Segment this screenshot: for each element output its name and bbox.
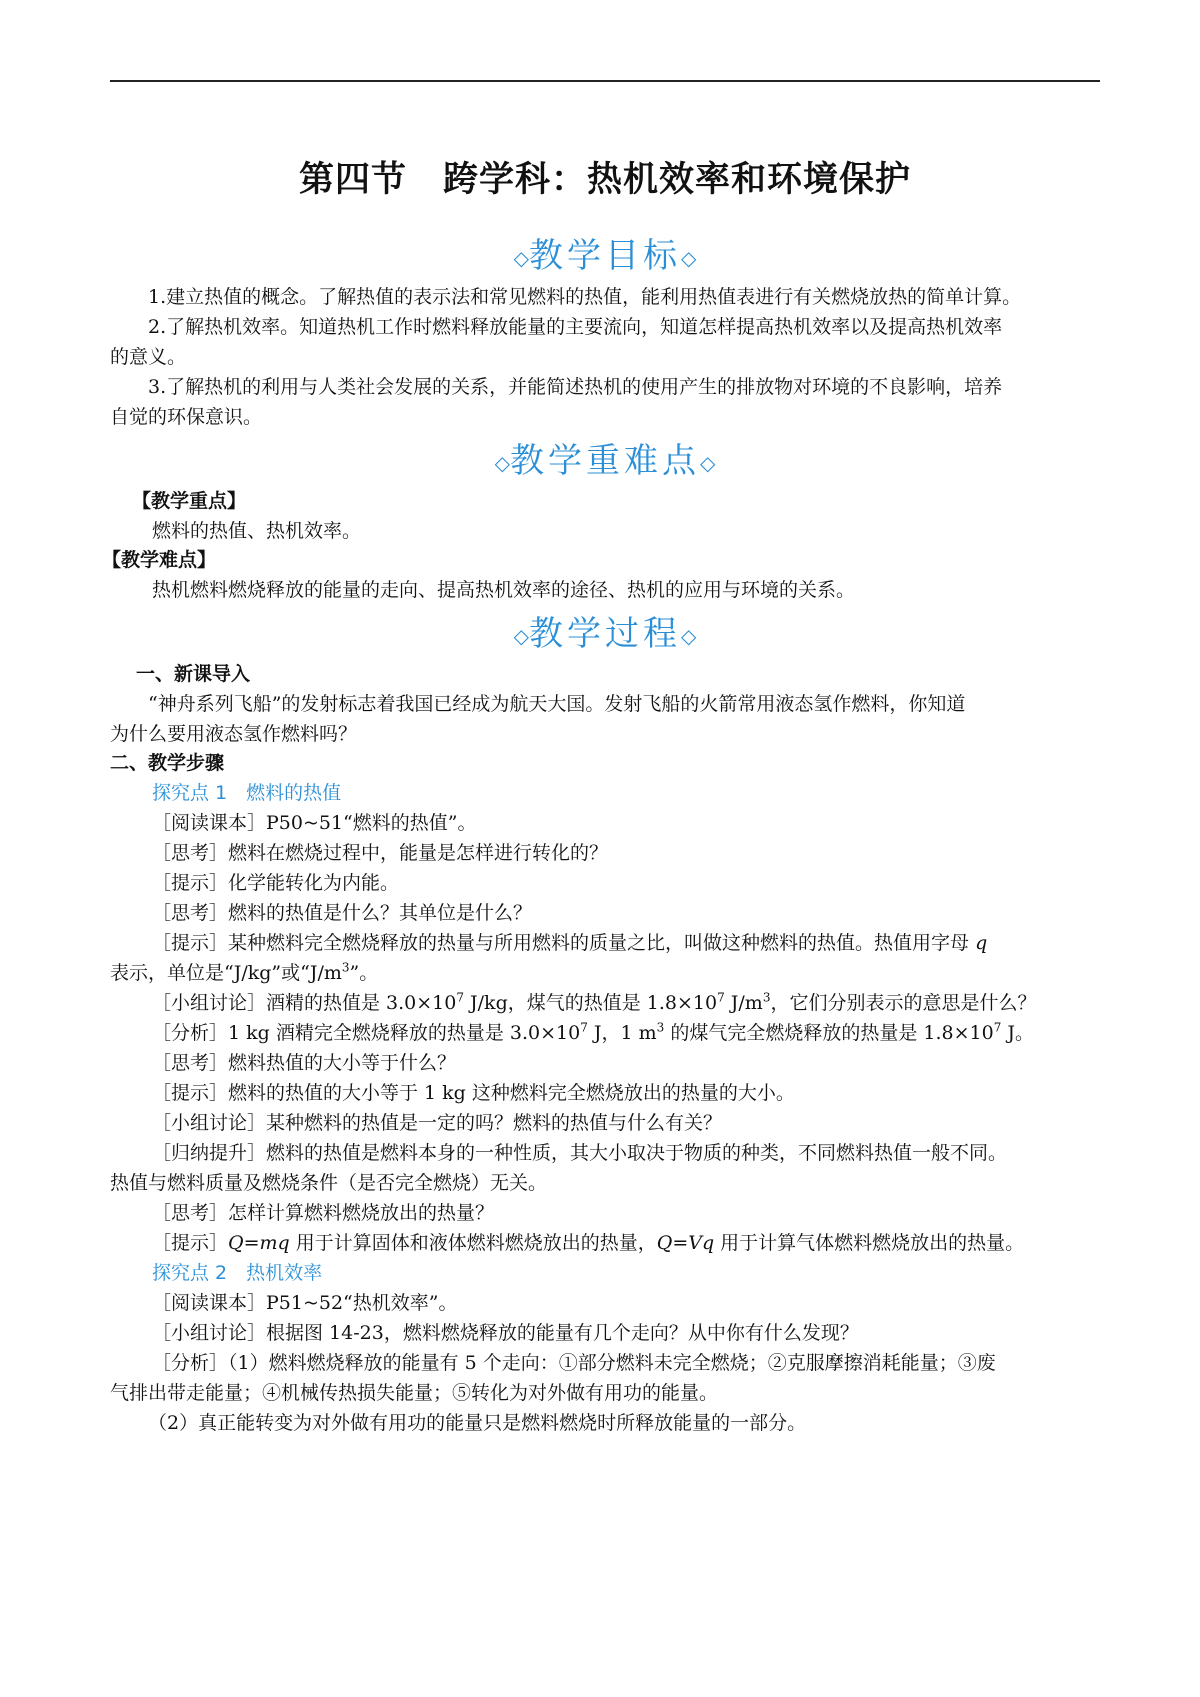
goal-3: 3.了解热机的利用与人类社会发展的关系，并能简述热机的使用产生的排放物对环境的不良影响，培养: [148, 376, 1003, 398]
hint-2-text: ［提示］某种燃料完全燃烧释放的热量与所用燃料的质量之比，叫做这种燃料的热值。热值用字母: [152, 932, 970, 954]
diamond-icon: ◇: [513, 624, 529, 648]
document-page: [102, 0, 1100, 1697]
text-span: J。: [1001, 1022, 1035, 1044]
superscript: 3: [341, 960, 350, 975]
text-span: 的煤气完全燃烧释放的热量是 1.8×10: [664, 1022, 994, 1044]
intro-text-cont: 为什么要用液态氢作燃料吗？: [110, 723, 358, 745]
think-4: ［思考］怎样计算燃料燃烧放出的热量？: [152, 1202, 495, 1224]
text-span: ”。: [349, 962, 379, 984]
superscript: 7: [580, 1020, 588, 1035]
analysis-2: ［分析］（1）燃料燃烧释放的能量有 5 个走向：①部分燃料未完全燃烧；②克服摩擦消耗能量；③废: [152, 1352, 996, 1374]
focus-label: 【教学重点】: [132, 490, 247, 512]
inquiry-point-1-title: 探究点 1 燃料的热值: [152, 782, 342, 804]
header-rule: [110, 80, 1100, 82]
superscript: 7: [456, 990, 464, 1005]
goal-2-cont: 的意义。: [110, 346, 187, 368]
group-discussion-3: ［小组讨论］根据图 14-23，燃料燃烧释放的能量有几个走向？从中你有什么发现？: [152, 1322, 859, 1344]
superscript: 3: [762, 990, 771, 1005]
analysis-2-cont: 气排出带走能量；④机械传热损失能量；⑤转化为对外做有用功的能量。: [110, 1382, 719, 1404]
diamond-icon: ◇: [513, 246, 529, 270]
inquiry-point-2-title: 探究点 2 热机效率: [152, 1262, 323, 1284]
hint-1: ［提示］化学能转化为内能。: [152, 872, 400, 894]
text-span: ［小组讨论］酒精的热值是 3.0×10: [152, 992, 457, 1014]
analysis-1: [110, 1018, 1142, 1048]
read-textbook-1: ［阅读课本］P50~51“燃料的热值”。: [152, 812, 477, 834]
text-span: ，它们分别表示的意思是什么？: [770, 992, 1037, 1014]
hint-3: ［提示］燃料的热值的大小等于 1 kg 这种燃料完全燃烧放出的热量的大小。: [152, 1082, 795, 1104]
section-heading-keypoints: [110, 433, 1100, 482]
diamond-icon: ◇: [494, 451, 510, 475]
text-span: 用于计算固体和液体燃料燃烧放出的热量，: [289, 1232, 657, 1254]
text-span: J/m: [724, 992, 763, 1014]
section-heading-process: [110, 606, 1100, 655]
formula-q-vq: Q=Vq: [656, 1232, 715, 1254]
think-3: ［思考］燃料热值的大小等于什么？: [152, 1052, 457, 1074]
analysis-2-point-2: （2）真正能转变为对外做有用功的能量只是燃料燃烧时所释放能量的一部分。: [148, 1412, 807, 1434]
read-textbook-2: ［阅读课本］P51~52“热机效率”。: [152, 1292, 458, 1314]
text-span: ［分析］1 kg 酒精完全燃烧释放的热量是 3.0×10: [152, 1022, 581, 1044]
superscript: 3: [656, 1020, 665, 1035]
goal-1: 1.建立热值的概念。了解热值的表示法和常见燃料的热值，能利用热值表进行有关燃烧放热的简单计算。: [148, 286, 1022, 308]
diamond-icon: ◇: [681, 624, 697, 648]
diamond-icon: ◇: [700, 451, 716, 475]
text-span: J/kg，煤气的热值是 1.8×10: [464, 992, 718, 1014]
superscript: 7: [993, 1020, 1002, 1035]
symbol-q: q: [975, 932, 988, 954]
difficulty-label: 【教学难点】: [102, 549, 217, 571]
section-heading-goals: [110, 228, 1100, 277]
think-1: ［思考］燃料在燃烧过程中，能量是怎样进行转化的？: [152, 842, 609, 864]
difficulty-text: 热机燃料燃烧释放的能量的走向、提高热机效率的途径、热机的应用与环境的关系。: [152, 579, 856, 601]
heading-new-lesson: 一、新课导入: [136, 663, 251, 685]
heading-steps: 二、教学步骤: [110, 752, 225, 774]
diamond-icon: ◇: [681, 246, 697, 270]
summary-1-cont: 热值与燃料质量及燃烧条件（是否完全燃烧）无关。: [110, 1172, 548, 1194]
focus-text: 燃料的热值、热机效率。: [152, 520, 362, 542]
text-span: 用于计算气体燃料燃烧放出的热量。: [714, 1232, 1025, 1254]
superscript: 7: [717, 990, 725, 1005]
goal-2: 2.了解热机效率。知道热机工作时燃料释放能量的主要流向，知道怎样提高热机效率以及提高热机效率: [148, 316, 1003, 338]
text-span: ［提示］: [152, 1232, 229, 1254]
hint-2: [110, 928, 1142, 958]
goal-3-cont: 自觉的环保意识。: [110, 406, 263, 428]
summary-1: ［归纳提升］燃料的热值是燃料本身的一种性质，其大小取决于物质的种类，不同燃料热值一般不同。: [152, 1142, 1008, 1164]
section-heading-label: 教学目标: [529, 236, 681, 276]
page-title: 第四节 跨学科：热机效率和环境保护: [298, 160, 911, 200]
text-span: J，1 m: [587, 1022, 657, 1044]
group-discussion-2: ［小组讨论］某种燃料的热值是一定的吗？燃料的热值与什么有关？: [152, 1112, 723, 1134]
text-span: 表示，单位是“J/kg”或“J/m: [110, 962, 342, 984]
group-discussion-1: [110, 988, 1142, 1018]
think-2: ［思考］燃料的热值是什么？其单位是什么？: [152, 902, 533, 924]
section-heading-label: 教学重难点: [510, 441, 700, 481]
formula-q-mq: Q=mq: [228, 1232, 290, 1254]
hint-4: [110, 1228, 1142, 1258]
intro-text: “神舟系列飞船”的发射标志着我国已经成为航天大国。发射飞船的火箭常用液态氢作燃料，你知道: [148, 693, 966, 715]
section-heading-label: 教学过程: [529, 614, 681, 654]
hint-2-cont: [110, 958, 1100, 988]
